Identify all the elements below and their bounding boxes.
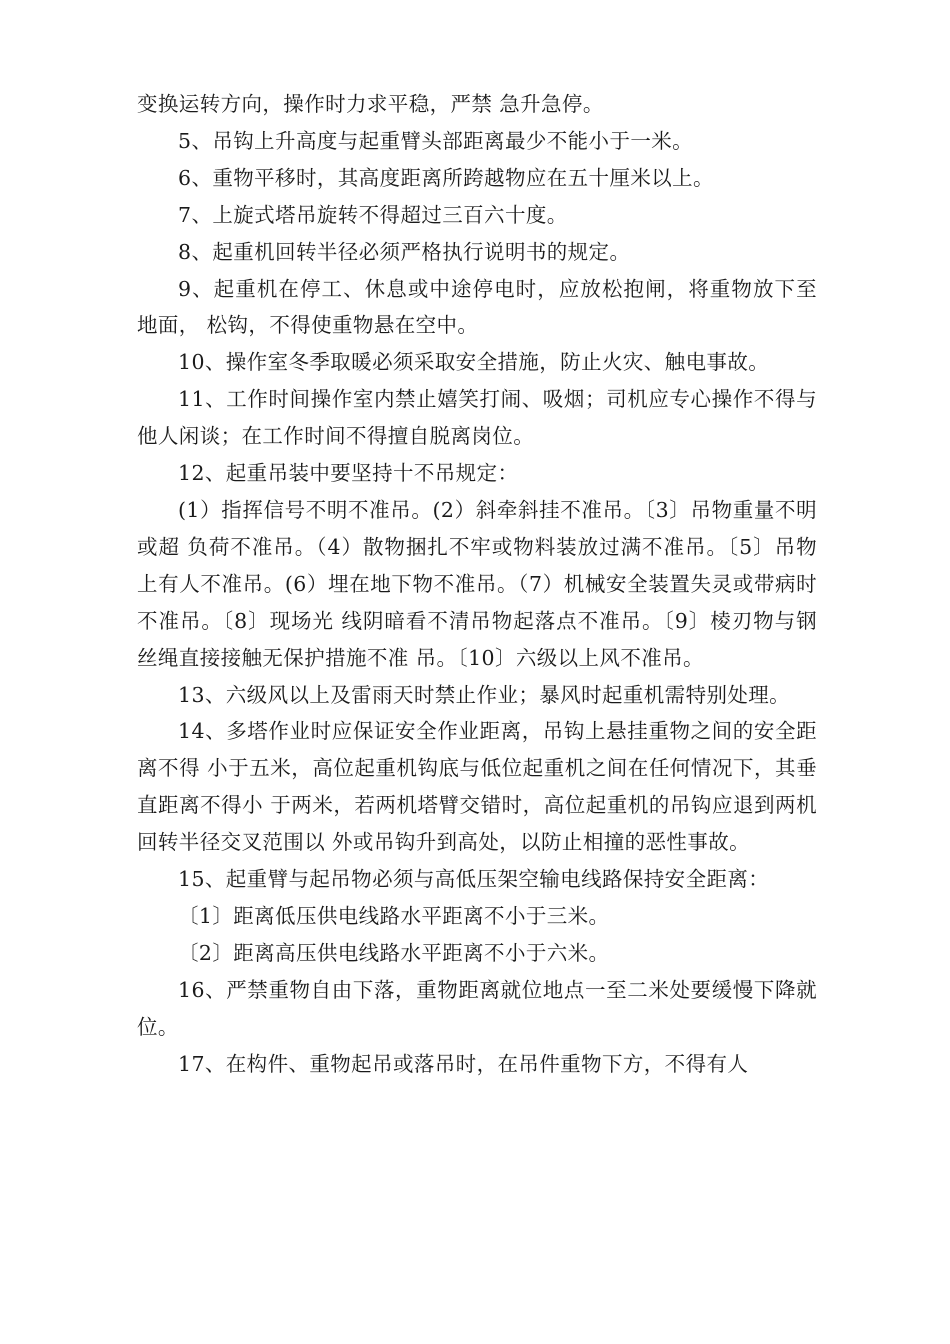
paragraph-item-17: 17、在构件、重物起吊或落吊时，在吊件重物下方，不得有人 <box>178 1051 749 1076</box>
paragraph-item-7: 7、上旋式塔吊旋转不得超过三百六十度。 <box>178 202 568 227</box>
paragraph-item-8: 8、起重机回转半径必须严格执行说明书的规定。 <box>178 239 631 264</box>
paragraph-item-9: 9、起重机在停工、休息或中途停电时，应放松抱闸，将重物放下至地面， 松钩，不得使重物悬在空中。 <box>137 276 817 338</box>
paragraph-item-15: 15、起重臂与起吊物必须与高低压架空输电线路保持安全距离： <box>178 867 770 892</box>
paragraph-item-13: 13、六级风以上及雷雨天时禁止作业；暴风时起重机需特别处理。 <box>178 682 791 707</box>
paragraph-item-14: 14、多塔作业时应保证安全作业距离，吊钩上悬挂重物之间的安全距离不得 小于五米，高位起重机钩底与低位起重机之间在任何情况下，其垂直距离不得小 于两米，若两机塔臂交错时，高位起重机的吊钩应退到两机回转半径交叉范围以 外或吊钩升到高处，以防止相撞的恶性事故。 <box>137 719 817 855</box>
paragraph-item-12: 12、起重吊装中要坚持十不吊规定： <box>178 461 519 486</box>
paragraph-item-11: 11、工作时间操作室内禁止嬉笑打闹、吸烟；司机应专心操作不得与他人闲谈；在工作时间不得擅自脱离岗位。 <box>137 387 817 449</box>
paragraph-item-15-sub-1: 〔1〕距离低压供电线路水平距离不小于三米。 <box>178 903 610 928</box>
paragraph-item-6: 6、重物平移时，其高度距离所跨越物应在五十厘米以上。 <box>178 165 714 190</box>
paragraph-ten-rules-list: (1）指挥信号不明不准吊。(2）斜牵斜挂不准吊。〔3〕吊物重量不明或超 负荷不准吊。（4）散物捆扎不牢或物料装放过满不准吊。〔5〕吊物上有人不准吊。(6）埋在地下物不准吊。（7）机械安全装置失灵或带病时不准吊。〔8〕现场光 线阴暗看不清吊物起落点不准吊。〔9〕棱刃物与钢丝绳直接接触无保护措施不准 吊。〔10〕六级以上风不准吊。 <box>137 497 817 670</box>
paragraph-continuation: 变换运转方向，操作时力求平稳，严禁 急升急停。 <box>137 92 604 116</box>
paragraph-item-5: 5、吊钩上升高度与起重臂头部距离最少不能小于一米。 <box>178 128 694 153</box>
document-body <box>137 86 817 1082</box>
paragraph-item-15-sub-2: 〔2〕距离高压供电线路水平距离不小于六米。 <box>178 940 610 965</box>
paragraph-item-16: 16、严禁重物自由下落，重物距离就位地点一至二米处要缓慢下降就位。 <box>137 977 817 1039</box>
paragraph-item-10: 10、操作室冬季取暖必须采取安全措施，防止火灾、触电事故。 <box>178 350 770 375</box>
